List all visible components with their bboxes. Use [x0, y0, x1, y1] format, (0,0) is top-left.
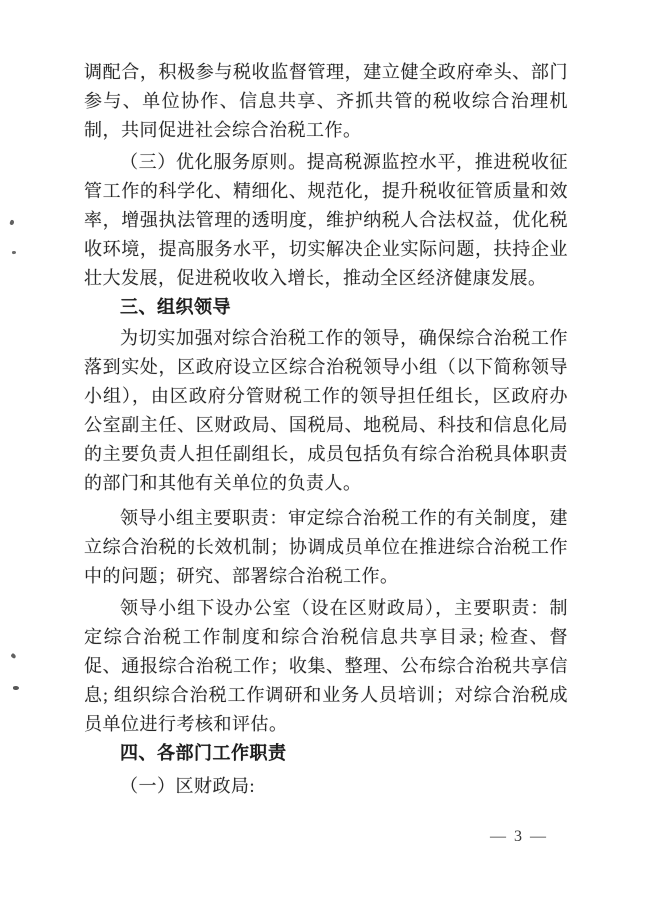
paragraph-office-duties: 领导小组下设办公室（设在区财政局），主要职责：制定综合治税工作制度和综合治税信息共享目录; 检查、督促、通报综合治税工作；收集、整理、公布综合治税共享信息; 组织综合治税工作调研和业务人员培训；对综合治税成员单位进行考核和评估。: [84, 598, 568, 734]
paragraph-leadership-group-duties: 领导小组主要职责：审定综合治税工作的有关制度，建立综合治税的长效机制；协调成员单位在推进综合治税工作中的问题；研究、部署综合治税工作。: [84, 508, 568, 586]
scan-speck: [13, 686, 19, 691]
page-number: — 3 —: [490, 828, 548, 845]
scan-speck: [9, 219, 15, 225]
paragraph-principle-optimize-service: （三）优化服务原则。提高税源监控水平，推进税收征管工作的科学化、精细化、规范化，提升税收征管质量和效率，增强执法管理的透明度，维护纳税人合法权益，优化税收环境，提高服务水平，切实解决企业实际问题，扶持企业壮大发展，促进税收收入增长，推动全区经济健康发展。: [84, 152, 568, 288]
scan-speck: [12, 251, 16, 255]
scan-speck: [10, 653, 16, 659]
paragraph-leadership-group-setup: 为切实加强对综合治税工作的领导，确保综合治税工作落到实处，区政府设立区综合治税领导小组（以下简称领导小组），由区政府分管财税工作的领导担任组长，区政府办公室副主任、区财政局、国税局、地税局、科技和信息化局的主要负责人担任副组长，成员包括负有综合治税具体职责的部门和其他有关单位的负责人。: [84, 328, 568, 493]
section-heading-department-duties: 四、各部门工作职责: [120, 743, 287, 764]
section-heading-organization-leadership: 三、组织领导: [120, 297, 231, 318]
document-body: [84, 58, 568, 801]
paragraph-district-finance-bureau: （一）区财政局:: [120, 776, 256, 796]
paragraph-continuation: 调配合，积极参与税收监督管理，建立健全政府牵头、部门参与、单位协作、信息共享、齐抓共管的税收综合治理机制，共同促进社会综合治税工作。: [84, 62, 568, 140]
